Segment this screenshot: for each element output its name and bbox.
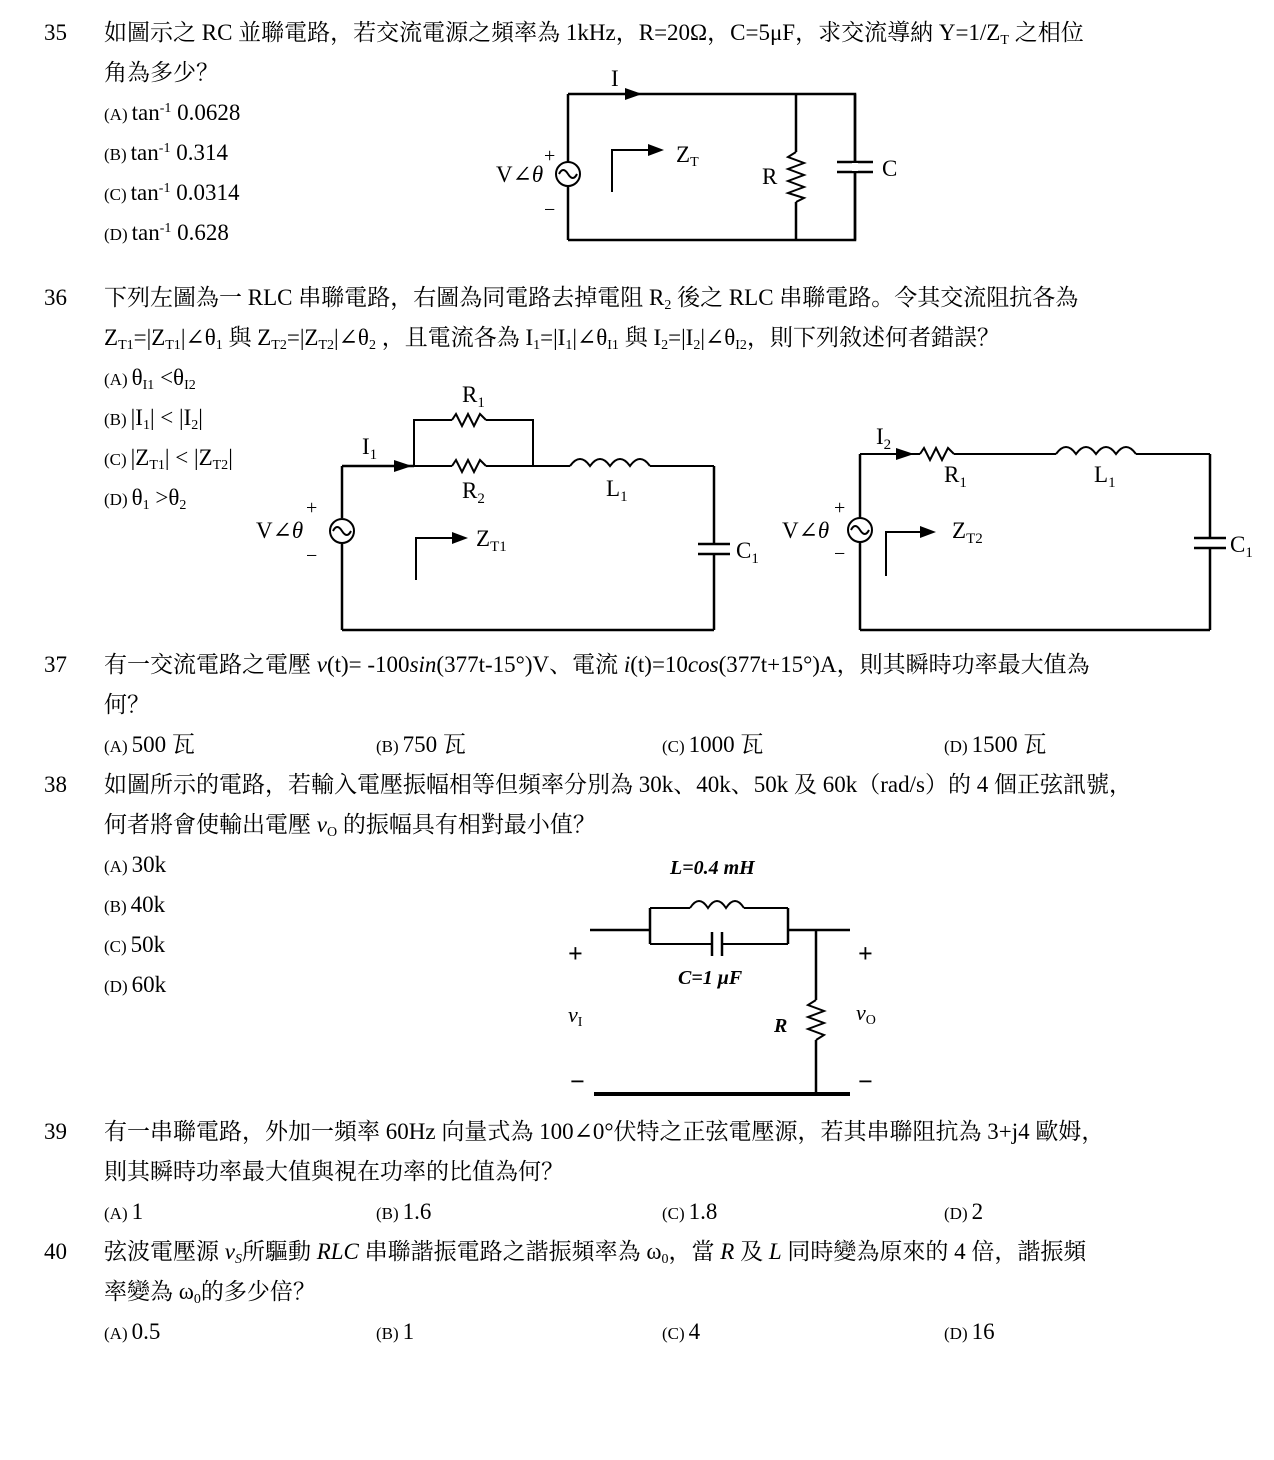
fig-label-z: ZT	[676, 142, 699, 170]
fig-label-r2: $R_2$	[462, 478, 485, 507]
q35-option-d[interactable]: (D) $\tan^{-1} 0.628$	[104, 220, 229, 245]
fig-label-r: R	[774, 1015, 788, 1037]
fig-label-plus: +	[306, 497, 318, 519]
fig-label-v: V∠θ	[496, 162, 544, 187]
q39-option-a[interactable]: (A) 1	[104, 1199, 144, 1224]
q39-option-c[interactable]: (C) 1.8	[662, 1199, 718, 1224]
q40-option-d[interactable]: (D) 16	[944, 1319, 995, 1344]
q38-number: 38	[44, 772, 67, 797]
q36-stem-line1: 下列左圖為一 RLC 串聯電路，右圖為同電路去掉電阻 $R_2$ 後之 RLC 串聯電路。令其交流阻抗各為	[104, 285, 1079, 313]
fig-label-minus: −	[544, 199, 556, 221]
fig-label-r: R	[762, 164, 778, 189]
q38-option-b[interactable]: (B) 40k	[104, 892, 166, 917]
q38-option-c[interactable]: (C) 50k	[104, 932, 166, 957]
resistor-symbol	[788, 152, 804, 202]
q37-option-c[interactable]: (C) 1000 瓦	[662, 732, 764, 757]
q37-option-a[interactable]: (A) 500 瓦	[104, 732, 195, 757]
q40-number: 40	[44, 1239, 67, 1264]
q40-stem-line1: 弦波電壓源 $v_S$所驅動 RLC 串聯諧振電路之諧振頻率為 $\omega_0$，當 R 及 L 同時變為原來的 4 倍，諧振頻	[104, 1239, 1087, 1267]
fig-label-vi: vI	[568, 1002, 583, 1030]
fig-label-vo: vO	[856, 1000, 876, 1028]
q36-option-d[interactable]: (D) $\theta_1 >\theta_2$	[104, 485, 187, 513]
fig-label-minus-in: −	[570, 1067, 585, 1096]
q35-number: 35	[44, 20, 67, 45]
fig-label-plus-in: +	[568, 939, 583, 968]
q36-number: 36	[44, 285, 67, 310]
q40-stem-line2: 率變為 $\omega_0$的多少倍？	[104, 1279, 316, 1307]
q37-option-b[interactable]: (B) 750 瓦	[376, 732, 466, 757]
q37-number: 37	[44, 652, 67, 677]
fig-label-i1: $I_1$	[362, 434, 378, 463]
q40-option-c[interactable]: (C) 4	[662, 1319, 701, 1344]
q35-rc-parallel-circuit	[480, 60, 920, 250]
q37-option-d[interactable]: (D) 1500 瓦	[944, 732, 1047, 757]
resistor-symbol	[808, 1000, 824, 1040]
q35-option-a[interactable]: (A) $\tan^{-1} 0.0628$	[104, 100, 241, 125]
fig-label-zt1: $Z_{T1}$	[476, 526, 507, 555]
fig-label-minus: −	[834, 543, 846, 565]
inductor-l1-symbol	[570, 459, 650, 466]
fig-label-c: C=1 μF	[678, 967, 743, 989]
inductor-symbol	[690, 901, 744, 908]
fig-label-minus-out: −	[858, 1067, 873, 1096]
fig-label-plus: +	[544, 145, 556, 167]
fig-label-c: C	[882, 156, 898, 181]
q40-option-a[interactable]: (A) 0.5	[104, 1319, 161, 1344]
q35-stem-line1: 如圖示之 RC 並聯電路，若交流電源之頻率為 1kHz，R=20Ω，C=5μF，求交流導納 $Y=1/Z_T$ 之相位	[104, 20, 1084, 48]
q37-stem-line2: 何？	[104, 692, 150, 717]
q39-number: 39	[44, 1119, 67, 1144]
resistor-r2-symbol	[452, 460, 486, 472]
fig-label-l1: $L_1$	[606, 476, 628, 505]
q38-option-d[interactable]: (D) 60k	[104, 972, 167, 997]
fig-label-v: V∠θ	[782, 518, 830, 543]
resistor-r1-symbol	[452, 414, 486, 426]
q35-option-c[interactable]: (C) $\tan^{-1} 0.0314$	[104, 180, 240, 205]
fig-label-c1: $C_1$	[736, 538, 759, 567]
q38-lc-filter-circuit	[560, 850, 900, 1105]
q36-option-c[interactable]: (C) $|Z_{T1}| < |Z_{T2}|$	[104, 445, 233, 473]
fig-label-c1: $C_1$	[1230, 532, 1253, 561]
q35-option-b[interactable]: (B) $\tan^{-1} 0.314$	[104, 140, 228, 165]
fig-label-r1: $R_1$	[462, 382, 485, 411]
q39-option-b[interactable]: (B) 1.6	[376, 1199, 432, 1224]
q36-stem-line2: $Z_{T1}=|Z_{T1}|\angle\theta_1$ 與 $Z_{T2}=|Z_{T2}|\angle\theta_2$ ，且電流各為 $I_1=|I_1|\angle\theta_{I1}$ 與 $I_2=|I_2|\angle\theta_{I2}$，則下列敘述何者錯誤？	[104, 325, 1000, 353]
resistor-r1-symbol	[920, 448, 954, 460]
q35-stem-line2: 角為多少？	[104, 60, 219, 85]
fig-label-plus-out: +	[858, 939, 873, 968]
q36-right-rlc-circuit	[770, 420, 1270, 640]
q39-stem-line1: 有一串聯電路，外加一頻率 60Hz 向量式為 100∠0°伏特之正弦電壓源，若其串聯阻抗為 3+j4 歐姆，	[104, 1119, 1105, 1144]
fig-label-v: V∠θ	[256, 518, 304, 543]
fig-label-l: L=0.4 mH	[670, 857, 755, 879]
inductor-l1-symbol	[1056, 447, 1136, 454]
q36-option-b[interactable]: (B) $|I_1| < |I_2|$	[104, 405, 203, 433]
q36-left-rlc-circuit	[250, 380, 770, 640]
fig-label-l1: $L_1$	[1094, 462, 1116, 491]
impedance-arrow	[452, 532, 468, 544]
current-arrow	[896, 448, 914, 460]
q38-stem-line1: 如圖所示的電路，若輸入電壓振幅相等但頻率分別為 30k、40k、50k 及 60k（rad/s）的 4 個正弦訊號，	[104, 772, 1132, 797]
current-arrow	[625, 88, 642, 100]
fig-label-i: I	[611, 66, 619, 91]
impedance-arrow	[648, 144, 664, 156]
fig-label-plus: +	[834, 497, 846, 519]
impedance-arrow	[920, 526, 936, 538]
fig-label-minus: −	[306, 545, 318, 567]
fig-label-r1: $R_1$	[944, 462, 967, 491]
q39-stem-line2: 則其瞬時功率最大值與視在功率的比值為何？	[104, 1159, 564, 1184]
fig-label-zt2: $Z_{T2}$	[952, 518, 983, 547]
q36-option-a[interactable]: (A) $\theta_{I1} <\theta_{I2}$	[104, 365, 196, 393]
current-arrow	[394, 460, 412, 472]
q39-option-d[interactable]: (D) 2	[944, 1199, 984, 1224]
q37-stem-line1: 有一交流電路之電壓 v(t)= -100sin(377t-15°)V、電流 i(t)=10cos(377t+15°)A，則其瞬時功率最大值為	[104, 652, 1090, 677]
q38-option-a[interactable]: (A) 30k	[104, 852, 167, 877]
fig-label-i2: $I_2$	[876, 424, 892, 453]
q38-stem-line2: 何者將會使輸出電壓 $v_O$ 的振幅具有相對最小值？	[104, 812, 596, 840]
q40-option-b[interactable]: (B) 1	[376, 1319, 415, 1344]
